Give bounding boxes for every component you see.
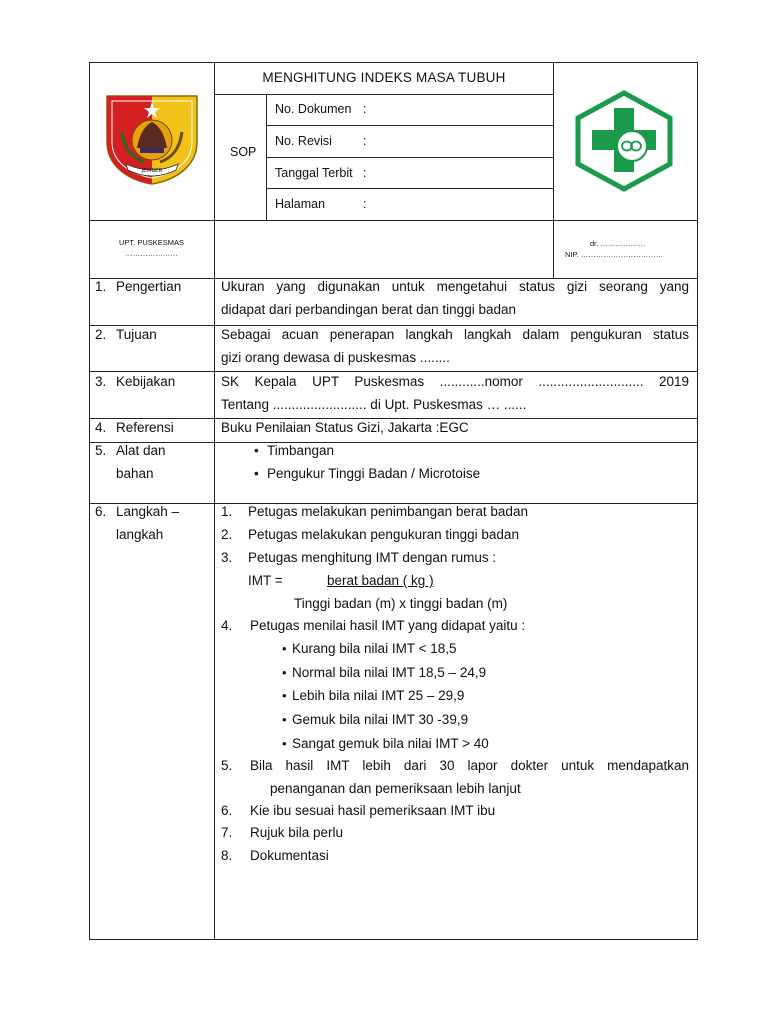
step-number: 3. [221,550,233,565]
imt-category: • Kurang bila nilai IMT < 18,5 [292,641,456,656]
step-number: 7. [221,825,233,840]
imt-category: • Lebih bila nilai IMT 25 – 29,9 [292,688,464,703]
field-halaman-sep: : [363,197,367,211]
section-label-langkah-2: langkah [116,527,164,542]
row-divider-3 [89,418,698,419]
row-divider-1 [89,325,698,326]
step-number: 2. [221,527,233,542]
section-label-referensi: Referensi [116,420,174,435]
step-number: 5. [221,758,233,773]
field-tanggal-terbit-sep: : [363,166,367,180]
alat-item: • Timbangan [267,443,334,458]
pengertian-line-2: didapat dari perbandingan berat dan tinggi badan [221,302,516,317]
border-top [89,62,698,63]
field-divider-2 [266,157,554,158]
unit-dots: ………………… [125,249,178,258]
unit-name: UPT. PUSKESMAS [118,238,185,247]
field-no-dokumen-label: No. Dokumen [275,102,352,116]
step-text: Dokumentasi [250,848,329,863]
formula-denominator: Tinggi badan (m) x tinggi badan (m) [294,596,508,611]
border-left [89,62,90,940]
tujuan-line-2: gizi orang dewasa di puskesmas ........ [221,350,450,365]
section-label-langkah: Langkah – [116,504,180,519]
step-number: 1. [221,504,233,519]
step-text: Petugas melakukan penimbangan berat badan [248,504,528,519]
alat-item: • Pengukur Tinggi Badan / Microtoise [267,466,480,481]
field-tanggal-terbit-label: Tanggal Terbit [275,166,353,180]
formula-numerator: berat badan ( kg ) [327,573,434,588]
formula-lhs: IMT = [248,573,283,588]
step-number: 6. [221,803,233,818]
section-label-alat: Alat dan [116,443,166,458]
section-number: 5. [95,443,107,458]
header-bottom [89,220,698,221]
step-number: 4. [221,618,233,633]
field-halaman-label: Halaman [275,197,326,211]
svg-text:JEMBER: JEMBER [141,168,163,174]
section-number: 4. [95,420,107,435]
doctor-name-line: dr. ……………… [590,239,646,248]
section-number: 6. [95,504,107,519]
tujuan-line-1: Sebagai acuan penerapan langkah langkah dalam pengukuran status [221,327,689,342]
step-number: 8. [221,848,233,863]
step-text: Petugas menghitung IMT dengan rumus : [248,550,497,565]
row-divider-4 [89,442,698,443]
imt-category: • Gemuk bila nilai IMT 30 -39,9 [292,712,468,727]
puskesmas-logo [574,90,674,192]
pengertian-line-1: Ukuran yang digunakan untuk mengetahui status gizi seorang yang [221,279,689,294]
nip-line: NIP. …………………………… [565,250,664,259]
column-divider [214,62,215,940]
field-no-dokumen-sep: : [363,102,367,116]
section-label-bahan: bahan [116,466,154,481]
step-text: Bila hasil IMT lebih dari 30 lapor dokter untuk mendapatkan [250,758,689,773]
border-bottom [89,939,698,940]
title-divider [214,94,554,95]
field-no-revisi-sep: : [363,134,367,148]
section-label-tujuan: Tujuan [116,327,157,342]
border-right [697,62,698,940]
step-text: Petugas melakukan pengukuran tinggi badan [248,527,519,542]
referensi-line-1: Buku Penilaian Status Gizi, Jakarta :EGC [221,420,469,435]
step-text-continued: penanganan dan pemeriksaan lebih lanjut [270,781,521,796]
jember-emblem-logo [104,92,200,186]
section-number: 1. [95,279,107,294]
kebijakan-line-2: Tentang ......................... di Upt. Puskesmas … ...... [221,397,527,412]
row-divider-2 [89,371,698,372]
kebijakan-line-1: SK Kepala UPT Puskesmas ............nomor ............................ 2019 [221,374,689,389]
sop-label: SOP [230,145,257,159]
step-text: Petugas menilai hasil IMT yang didapat yaitu : [250,618,526,633]
section-label-kebijakan: Kebijakan [116,374,176,389]
field-divider-3 [266,188,554,189]
field-divider-1 [266,125,554,126]
section-number: 2. [95,327,107,342]
section-label-pengertian: Pengertian [116,279,182,294]
step-text: Rujuk bila perlu [250,825,344,840]
field-no-revisi-label: No. Revisi [275,134,332,148]
section-number: 3. [95,374,107,389]
imt-category: • Normal bila nilai IMT 18,5 – 24,9 [292,665,486,680]
document-title: MENGHITUNG INDEKS MASA TUBUH [262,70,506,85]
step-text: Kie ibu sesuai hasil pemeriksaan IMT ibu [250,803,496,818]
imt-category: • Sangat gemuk bila nilai IMT > 40 [292,736,489,751]
